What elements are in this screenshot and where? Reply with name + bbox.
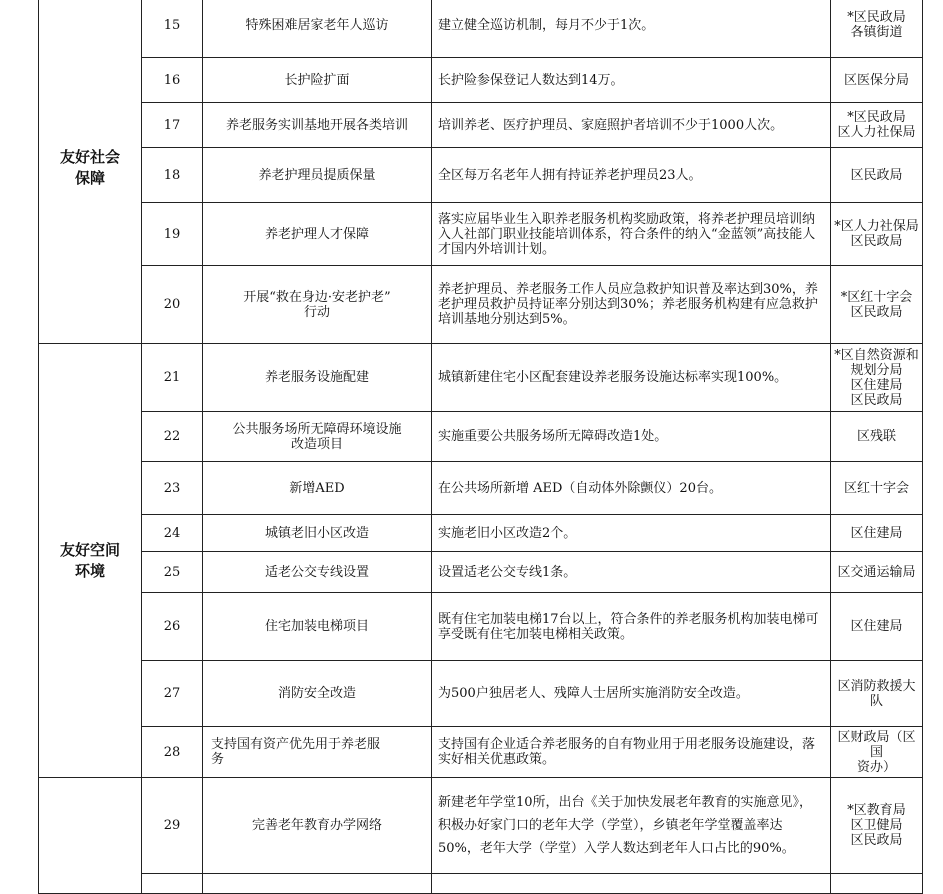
- table-row: [39, 593, 923, 661]
- item-name: 新增AED: [203, 462, 432, 515]
- responsible-dept: *区人力社保局 区民政局: [831, 203, 923, 266]
- responsible-dept: *区民政局 区人力社保局: [831, 103, 923, 148]
- item-description: 实施老旧小区改造2个。: [432, 515, 831, 552]
- item-name: 住宅加装电梯项目: [203, 593, 432, 661]
- row-number: 20: [142, 266, 203, 344]
- item-name: 适老公交专线设置: [203, 552, 432, 593]
- row-number: 18: [142, 148, 203, 203]
- item-description: 落实应届毕业生入职养老服务机构奖励政策，将养老护理员培训纳入人社部门职业技能培训体系，符合条件的纳入“金蓝领”高技能人才国内外培训计划。: [432, 203, 831, 266]
- row-number: 25: [142, 552, 203, 593]
- table-row: [39, 148, 923, 203]
- row-number: 15: [142, 0, 203, 58]
- table-row: [39, 0, 923, 58]
- category-cell: [39, 778, 142, 894]
- row-number: 16: [142, 58, 203, 103]
- item-description: 建立健全巡访机制，每月不少于1次。: [432, 0, 831, 58]
- responsible-dept: 区住建局: [831, 593, 923, 661]
- responsible-dept: 区财政局（区国 资办）: [831, 727, 923, 778]
- item-name: 公共服务场所无障碍环境设施 改造项目: [203, 412, 432, 462]
- item-description: 支持国有企业适合养老服务的自有物业用于用老服务设施建设，落实好相关优惠政策。: [432, 727, 831, 778]
- table-row: [39, 58, 923, 103]
- item-name: 养老护理人才保障: [203, 203, 432, 266]
- responsible-dept: *区红十字会 区民政局: [831, 266, 923, 344]
- item-description: 在公共场所新增 AED（自动体外除颤仪）20台。: [432, 462, 831, 515]
- item-name: 城镇老旧小区改造: [203, 515, 432, 552]
- category-cell: 友好空间 环境: [39, 344, 142, 778]
- item-description: 设置适老公交专线1条。: [432, 552, 831, 593]
- item-description: 养老护理员、养老服务工作人员应急救护知识普及率达到30%，养老护理员救护员持证率分别达到30%；养老服务机构建有应急救护培训基地分别达到5%。: [432, 266, 831, 344]
- table-row: [39, 552, 923, 593]
- table-row: [39, 515, 923, 552]
- table-row: [39, 874, 923, 894]
- table-row: [39, 462, 923, 515]
- responsible-dept: 区医保分局: [831, 58, 923, 103]
- responsible-dept: *区自然资源和 规划分局 区住建局 区民政局: [831, 344, 923, 412]
- table-row: [39, 203, 923, 266]
- row-number: 23: [142, 462, 203, 515]
- row-number: 28: [142, 727, 203, 778]
- item-name: 养老服务实训基地开展各类培训: [203, 103, 432, 148]
- item-name: 养老服务设施配建: [203, 344, 432, 412]
- row-number: 19: [142, 203, 203, 266]
- table-row: [39, 412, 923, 462]
- row-number: 21: [142, 344, 203, 412]
- responsible-dept: *区民政局 各镇街道: [831, 0, 923, 58]
- responsible-dept: 区民政局: [831, 148, 923, 203]
- item-name: 支持国有资产优先用于养老服 务: [203, 727, 432, 778]
- item-description: 长护险参保登记人数达到14万。: [432, 58, 831, 103]
- item-name: 消防安全改造: [203, 661, 432, 727]
- table-row: [39, 661, 923, 727]
- item-description: 城镇新建住宅小区配套建设养老服务设施达标率实现100%。: [432, 344, 831, 412]
- table-row: [39, 344, 923, 412]
- table-row: [39, 103, 923, 148]
- table-row: [39, 778, 923, 874]
- item-description: 实施重要公共服务场所无障碍改造1处。: [432, 412, 831, 462]
- item-description: 新建老年学堂10所，出台《关于加快发展老年教育的实施意见》，积极办好家门口的老年大学（学堂），乡镇老年学堂覆盖率达50%，老年大学（学堂）入学人数达到老年人口占比的90%。: [432, 778, 831, 874]
- item-name: 完善老年教育办学网络: [203, 778, 432, 874]
- row-number: 24: [142, 515, 203, 552]
- item-name: 开展“救在身边·安老护老” 行动: [203, 266, 432, 344]
- item-name: [203, 874, 432, 894]
- row-number: 22: [142, 412, 203, 462]
- item-name: 特殊困难居家老年人巡访: [203, 0, 432, 58]
- item-description: 既有住宅加装电梯17台以上，符合条件的养老服务机构加装电梯可享受既有住宅加装电梯相关政策。: [432, 593, 831, 661]
- row-number: 17: [142, 103, 203, 148]
- responsible-dept: 区消防救援大队: [831, 661, 923, 727]
- responsible-dept: *区教育局 区卫健局 区民政局: [831, 778, 923, 874]
- item-name: 养老护理员提质保量: [203, 148, 432, 203]
- item-description: 为500户独居老人、残障人士居所实施消防安全改造。: [432, 661, 831, 727]
- table-row: [39, 266, 923, 344]
- responsible-dept: 区残联: [831, 412, 923, 462]
- item-description: [432, 874, 831, 894]
- row-number: 26: [142, 593, 203, 661]
- category-cell: 友好社会 保障: [39, 0, 142, 344]
- item-description: 培训养老、医疗护理员、家庭照护者培训不少于1000人次。: [432, 103, 831, 148]
- row-number: [142, 874, 203, 894]
- responsible-dept: 区红十字会: [831, 462, 923, 515]
- table-row: [39, 727, 923, 778]
- responsible-dept: 区交通运输局: [831, 552, 923, 593]
- responsible-dept: 区住建局: [831, 515, 923, 552]
- row-number: 29: [142, 778, 203, 874]
- responsible-dept: [831, 874, 923, 894]
- policy-table: [38, 0, 923, 894]
- item-description: 全区每万名老年人拥有持证养老护理员23人。: [432, 148, 831, 203]
- row-number: 27: [142, 661, 203, 727]
- item-name: 长护险扩面: [203, 58, 432, 103]
